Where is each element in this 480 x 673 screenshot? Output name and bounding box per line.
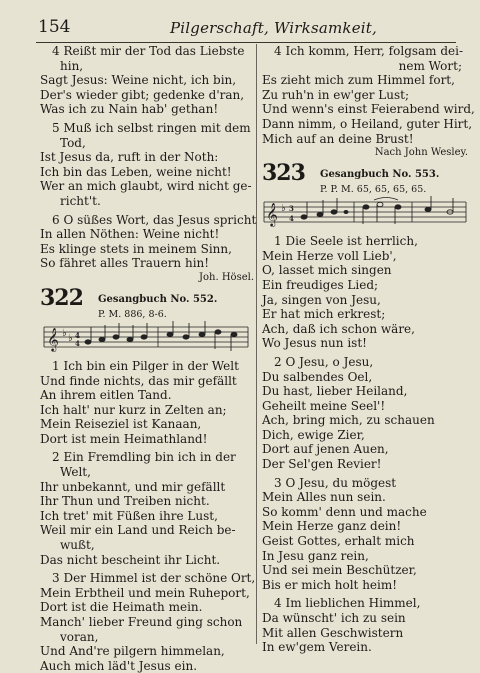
verse-line: Was ich zu Nain hab' gethan! [40,102,219,117]
stanza [262,44,475,146]
stanza [40,44,258,117]
attribution: Nach John Wesley. [374,147,468,159]
verse-line: Tod, [60,135,86,150]
verse-line: Ein freudiges Lied; [262,277,379,292]
verse-line: Welt, [60,465,91,480]
verse-line: 1 Die Seele ist herrlich, [274,234,418,249]
verse-line: In Jesu ganz rein, [262,548,369,563]
stanza [40,213,258,271]
verse-line: Sagt Jesus: Weine nicht, ich bin, [40,73,237,88]
verse-line: richt't. [60,193,101,208]
verse-line: Zu ruh'n in ew'ger Lust; [262,87,410,102]
verse-line: So fähret alles Trauern hin! [40,256,210,271]
verse-line: 1 Ich bin ein Pilger in der Welt [52,358,239,373]
verse-line: Ich halt' nur kurz in Zelten an; [40,402,227,417]
hymn-number: 322 [40,284,83,311]
verse-line: Ja, singen von Jesu, [262,292,381,307]
verse-line: Mein Erbtheil und mein Ruheport, [40,585,250,600]
stanza [262,596,472,654]
verse-line: Es klinge stets in meinem Sinn, [40,241,232,256]
verse-line: An ihrem eitlen Tand. [40,388,172,403]
verse-line: 6 O süßes Wort, das Jesus spricht [52,212,257,227]
stanza [262,355,472,472]
verse-line: Und sei mein Beschützer, [262,563,417,578]
verse-line: Wo Jesus nun ist! [262,336,367,351]
header-rule [36,42,456,43]
page-number: 154 [38,17,71,37]
hymn-meter: P. P. M. 65, 65, 65, 65. [320,184,427,196]
verse-line: Du hast, lieber Heiland, [262,384,408,399]
verse-line: Mich auf an deine Brust! [262,131,414,146]
verse-line: O, lasset mich singen [262,263,392,278]
verse-line: Ach, bring mich, zu schauen [262,413,435,428]
verse-line: 3 O Jesu, du mögest [274,475,397,490]
verse-line: Ich tret' mit Füßen ihre Lust, [40,508,218,523]
right-column [262,44,475,655]
hymnbook-reference: Gesangbuch No. 553. [320,169,440,181]
verse-line: 2 Ein Fremdling bin ich in der [52,450,236,465]
right-top-stanzas [262,44,475,146]
verse-line: Und And're pilgern himmelan, [40,644,225,659]
verse-line: Ach, daß ich schon wäre, [262,321,415,336]
verse-line: 4 Reißt mir der Tod das Liebste [52,44,245,58]
verse-line: 3 Der Himmel ist der schöne Ort, [52,571,256,586]
verse-line: voran, [60,629,99,644]
verse-line: Da wünscht' ich zu sein [262,611,406,625]
verse-line: So komm' denn und mache [262,504,427,519]
hymn-heading [40,284,258,320]
verse-line: Bis er mich holt heim! [262,577,398,592]
left-hymn-stanzas [40,359,258,673]
verse-line: Dann nimm, o Heiland, guter Hirt, [262,116,473,131]
verse-line: Und finde nichts, das mir gefällt [40,373,237,388]
verse-line: hin, [60,58,84,73]
hymn-meter: P. M. 886, 8-6. [98,308,167,320]
attribution: Joh. Hösel. [199,271,254,283]
running-title: Pilgerschaft, Wirksamkeit, [170,19,377,37]
left-top-stanzas [40,44,258,271]
verse-line: Mein Reiseziel ist Kanaan, [40,417,202,432]
verse-line: Das nicht bescheint ihr Licht. [40,552,221,567]
verse-line: Er hat mich erkrest; [262,307,386,322]
verse-line: Dort auf jenen Auen, [262,442,389,457]
verse-line: Ihr unbekannt, und mir gefällt [40,479,226,494]
verse-line: 4 Ich komm, Herr, folgsam dei- [274,44,464,58]
stanza [40,450,258,567]
verse-line: 5 Muß ich selbst ringen mit dem [52,120,251,135]
svg-text:♭: ♭ [281,203,286,215]
stanza [40,359,258,447]
hymnbook-reference: Gesangbuch No. 552. [98,293,218,305]
verse-line: Mein Herze ganz dein! [262,519,402,534]
verse-line: Dort ist die Heimath mein. [40,600,203,615]
verse-line: Es zieht mich zum Himmel fort, [262,73,455,88]
verse-line: Du salbendes Oel, [262,369,373,384]
hymn-heading [262,160,472,196]
verse-line: Manch' lieber Freund ging schon [40,615,243,629]
verse-line: Wer an mich glaubt, wird nicht ge- [40,179,252,194]
verse-line: Auch mich läd't Jesus ein. [40,658,198,673]
svg-text:♭: ♭ [68,332,73,344]
svg-text:4: 4 [75,338,80,348]
verse-line: Geheilt meine Seel'! [262,398,386,413]
verse-line: Ihr Thun und Treiben nicht. [40,494,210,509]
verse-line: Mit allen Geschwistern [262,625,404,640]
svg-text:4: 4 [75,330,80,340]
verse-line: nem Wort; [398,58,462,73]
verse-line: 4 Im lieblichen Himmel, [274,596,421,611]
verse-line: Der Sel'gen Revier! [262,457,382,472]
svg-text:3: 3 [289,204,294,214]
verse-line: Weil mir ein Land und Reich be- [40,523,236,538]
verse-line: Der's wieder gibt; gedenke d'ran, [40,87,245,102]
verse-line: In ew'gem Verein. [262,640,372,655]
svg-text:♭: ♭ [62,327,67,339]
verse-line: wußt, [60,538,95,553]
verse-line: 2 O Jesu, o Jesu, [274,354,374,369]
verse-line: In allen Nöthen: Weine nicht! [40,227,220,242]
music-staff-incipit [262,196,468,232]
verse-line: Dich, ewige Zier, [262,427,365,442]
verse-line: Und wenn's einst Feierabend wird, [262,102,475,117]
verse-line: Dort ist mein Heimathland! [40,431,208,446]
right-hymn-stanzas [262,234,472,655]
verse-line: Mein Alles nun sein. [262,490,386,505]
svg-text:𝄞: 𝄞 [47,326,59,351]
verse-line: Ist Jesus da, ruft in der Noth: [40,150,219,165]
left-column [40,44,258,673]
verse-line: Mein Herze voll Lieb', [262,248,397,263]
verse-line: Geist Gottes, erhalt mich [262,534,415,549]
verse-line: Ich bin das Leben, weine nicht! [40,164,232,179]
hymn-number: 323 [262,160,305,187]
music-staff-incipit [40,321,250,357]
svg-text:4: 4 [289,214,294,224]
stanza [262,476,472,593]
stanza [40,121,258,209]
svg-text:𝄞: 𝄞 [266,202,278,227]
stanza [262,234,472,351]
stanza [40,571,258,673]
